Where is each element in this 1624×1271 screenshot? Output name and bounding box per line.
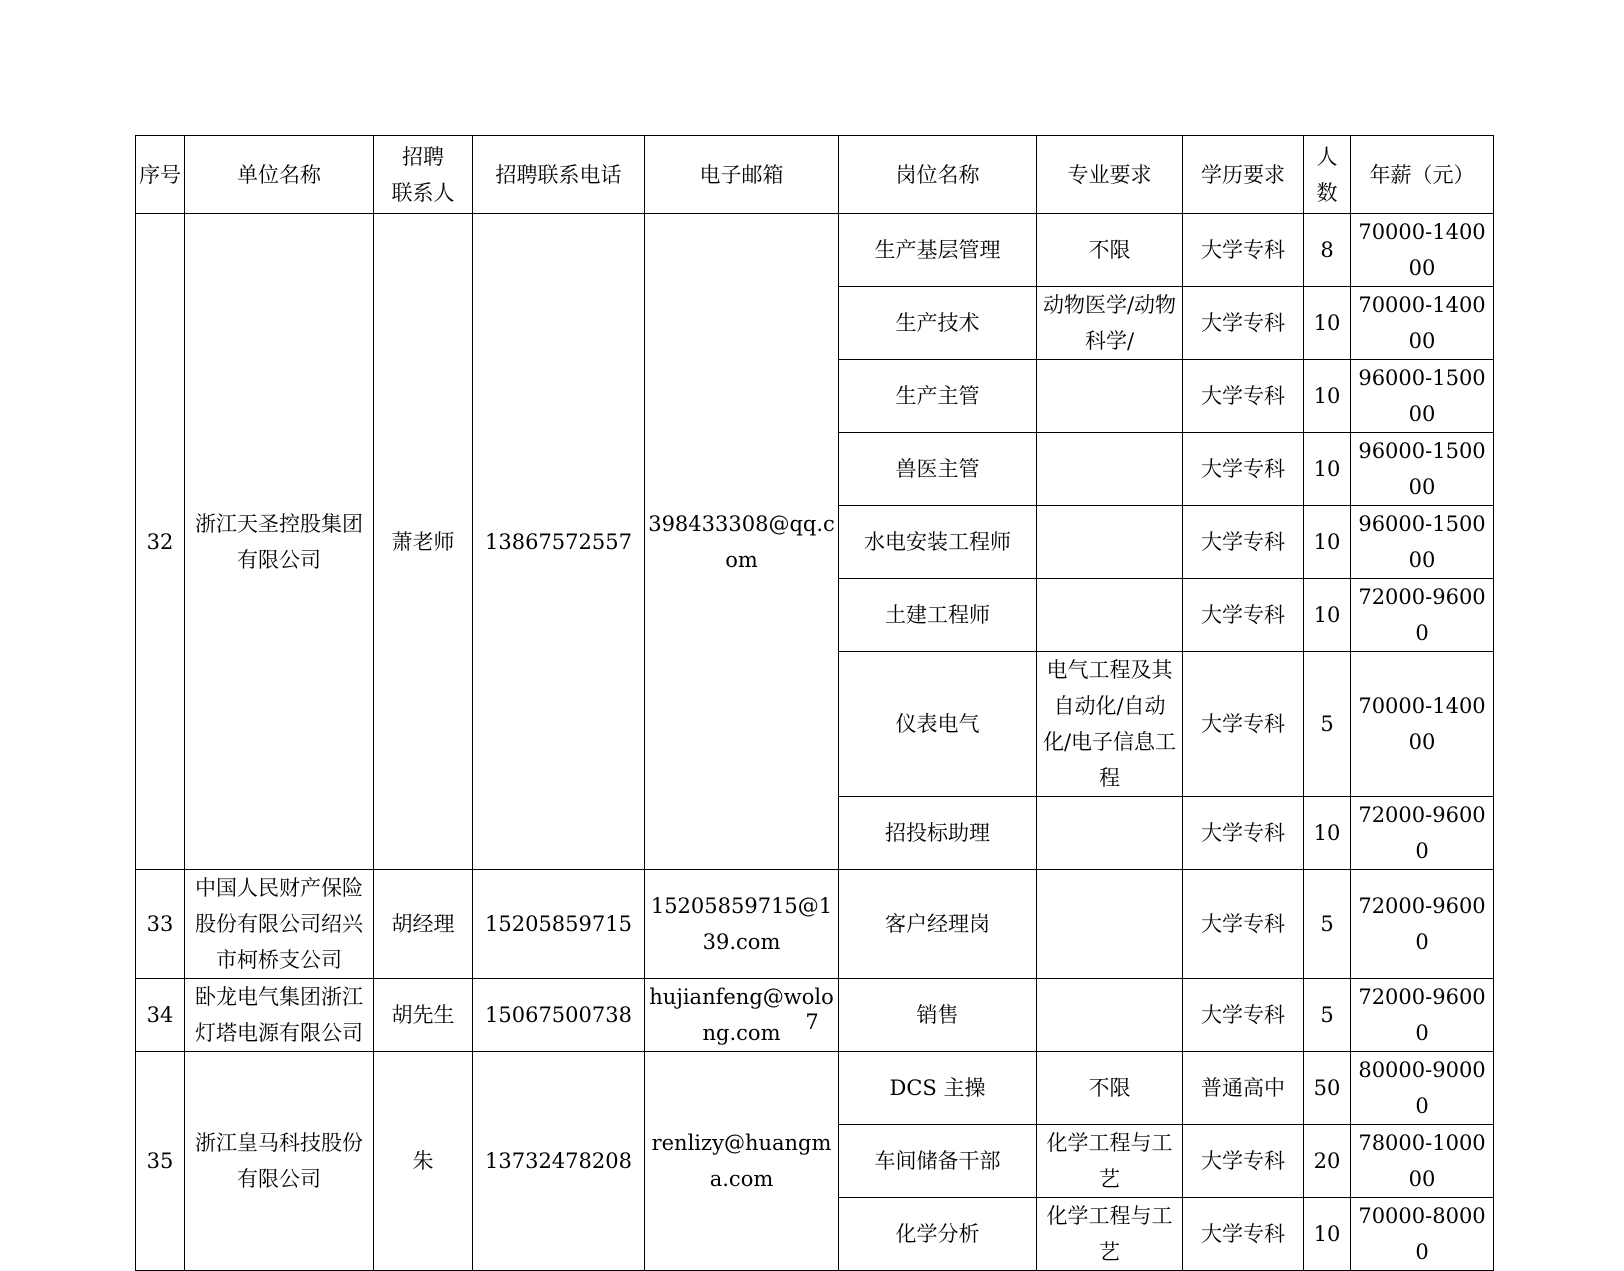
education-requirement-cell bbox=[1183, 506, 1304, 579]
major-requirement-cell bbox=[1037, 797, 1183, 870]
contact-person-text: 萧老师 bbox=[391, 529, 455, 554]
annual-salary-cell bbox=[1351, 1198, 1494, 1271]
annual-salary-text: 70000-140000 bbox=[1358, 694, 1486, 754]
education-requirement-text: 大学专科 bbox=[1201, 384, 1285, 408]
recruitment-table bbox=[135, 135, 1494, 1271]
major-requirement-cell bbox=[1037, 287, 1183, 360]
education-requirement-text: 大学专科 bbox=[1201, 530, 1285, 554]
headcount-cell bbox=[1304, 870, 1351, 979]
position-title-cell bbox=[839, 433, 1037, 506]
major-requirement-text: 化学工程与工艺 bbox=[1046, 1131, 1173, 1191]
row-no-cell bbox=[136, 1052, 185, 1271]
education-requirement-text: 大学专科 bbox=[1201, 457, 1285, 481]
major-requirement-cell bbox=[1037, 1052, 1183, 1125]
row-no-text: 33 bbox=[146, 912, 174, 936]
table-row bbox=[136, 1052, 1494, 1125]
phone-text: 13732478208 bbox=[485, 1149, 632, 1173]
headcount-text: 10 bbox=[1313, 821, 1341, 845]
position-title-cell bbox=[839, 1198, 1037, 1271]
annual-salary-text: 70000-140000 bbox=[1358, 220, 1486, 280]
company-name-text: 中国人民财产保险股份有限公司绍兴市柯桥支公司 bbox=[195, 876, 363, 972]
position-title-text: 招投标助理 bbox=[885, 821, 990, 845]
row-no-text: 32 bbox=[146, 529, 174, 554]
page-number: 7 bbox=[805, 1010, 819, 1034]
table-body bbox=[136, 214, 1494, 1271]
header-cell-major: 专业要求 bbox=[1037, 136, 1183, 214]
contact-person-text: 胡经理 bbox=[391, 912, 455, 936]
headcount-cell bbox=[1304, 1052, 1351, 1125]
headcount-text: 5 bbox=[1320, 712, 1334, 736]
headcount-cell bbox=[1304, 433, 1351, 506]
education-requirement-cell bbox=[1183, 287, 1304, 360]
headcount-text: 10 bbox=[1313, 603, 1341, 627]
email-cell bbox=[645, 870, 839, 979]
major-requirement-cell bbox=[1037, 506, 1183, 579]
position-title-cell bbox=[839, 797, 1037, 870]
header-row bbox=[136, 136, 1494, 214]
email-text: 398433308@qq.com bbox=[648, 511, 835, 572]
contact-person-cell bbox=[374, 214, 473, 870]
headcount-cell bbox=[1304, 652, 1351, 797]
header-cell-salary: 年薪（元） bbox=[1351, 136, 1494, 214]
company-name-text: 浙江皇马科技股份有限公司 bbox=[195, 1131, 363, 1191]
phone-text: 15205859715 bbox=[485, 912, 632, 936]
position-title-cell bbox=[839, 506, 1037, 579]
education-requirement-cell bbox=[1183, 797, 1304, 870]
headcount-cell bbox=[1304, 1198, 1351, 1271]
education-requirement-cell bbox=[1183, 1052, 1304, 1125]
position-title-text: 仪表电气 bbox=[895, 712, 980, 736]
annual-salary-text: 78000-100000 bbox=[1358, 1131, 1486, 1191]
annual-salary-text: 70000-80000 bbox=[1358, 1204, 1486, 1264]
position-title-text: 生产技术 bbox=[895, 311, 980, 335]
headcount-text: 50 bbox=[1313, 1076, 1341, 1100]
major-requirement-cell bbox=[1037, 579, 1183, 652]
position-title-text: 销售 bbox=[916, 1003, 959, 1027]
table-row bbox=[136, 870, 1494, 979]
headcount-text: 10 bbox=[1313, 457, 1341, 481]
phone-text: 15067500738 bbox=[485, 1003, 632, 1027]
annual-salary-text: 80000-90000 bbox=[1358, 1058, 1486, 1118]
annual-salary-cell bbox=[1351, 652, 1494, 797]
annual-salary-cell bbox=[1351, 1125, 1494, 1198]
row-no-cell bbox=[136, 214, 185, 870]
email-text: 15205859715@139.com bbox=[650, 894, 833, 954]
company-name-cell bbox=[185, 214, 374, 870]
major-requirement-cell bbox=[1037, 433, 1183, 506]
annual-salary-cell bbox=[1351, 287, 1494, 360]
position-title-cell bbox=[839, 360, 1037, 433]
education-requirement-cell bbox=[1183, 652, 1304, 797]
company-name-cell bbox=[185, 1052, 374, 1271]
position-title-text: 生产主管 bbox=[895, 384, 980, 408]
position-title-cell bbox=[839, 652, 1037, 797]
annual-salary-text: 72000-96000 bbox=[1358, 894, 1486, 954]
phone-cell bbox=[473, 214, 645, 870]
annual-salary-cell bbox=[1351, 579, 1494, 652]
annual-salary-cell bbox=[1351, 506, 1494, 579]
annual-salary-cell bbox=[1351, 1052, 1494, 1125]
position-title-text: 土建工程师 bbox=[885, 603, 990, 627]
headcount-cell bbox=[1304, 797, 1351, 870]
headcount-text: 10 bbox=[1313, 384, 1341, 408]
major-requirement-text: 电气工程及其自动化/自动化/电子信息工程 bbox=[1042, 658, 1177, 790]
position-title-text: 生产基层管理 bbox=[874, 238, 1001, 262]
major-requirement-cell bbox=[1037, 360, 1183, 433]
education-requirement-cell bbox=[1183, 360, 1304, 433]
education-requirement-text: 大学专科 bbox=[1201, 238, 1285, 262]
annual-salary-text: 96000-150000 bbox=[1358, 366, 1486, 426]
annual-salary-text: 96000-150000 bbox=[1358, 439, 1486, 499]
education-requirement-text: 大学专科 bbox=[1201, 603, 1285, 627]
contact-person-cell bbox=[374, 870, 473, 979]
education-requirement-text: 普通高中 bbox=[1201, 1076, 1285, 1100]
annual-salary-text: 72000-96000 bbox=[1358, 585, 1486, 645]
headcount-cell bbox=[1304, 287, 1351, 360]
contact-person-text: 朱 bbox=[412, 1149, 434, 1173]
row-no-text: 34 bbox=[146, 1003, 174, 1027]
major-requirement-cell bbox=[1037, 1198, 1183, 1271]
position-title-text: 化学分析 bbox=[895, 1222, 980, 1246]
header-cell-no: 序号 bbox=[136, 136, 185, 214]
header-cell-phone: 招聘联系电话 bbox=[473, 136, 645, 214]
annual-salary-cell bbox=[1351, 797, 1494, 870]
phone-cell bbox=[473, 870, 645, 979]
education-requirement-text: 大学专科 bbox=[1201, 1149, 1285, 1173]
position-title-cell bbox=[839, 214, 1037, 287]
headcount-text: 5 bbox=[1320, 912, 1334, 936]
phone-cell bbox=[473, 1052, 645, 1271]
annual-salary-text: 72000-96000 bbox=[1358, 803, 1486, 863]
phone-text: 13867572557 bbox=[485, 529, 632, 554]
company-name-text: 卧龙电气集团浙江灯塔电源有限公司 bbox=[195, 985, 363, 1045]
contact-person-text: 胡先生 bbox=[391, 1003, 455, 1027]
education-requirement-text: 大学专科 bbox=[1201, 912, 1285, 936]
major-requirement-text: 不限 bbox=[1088, 238, 1131, 262]
header-cell-contact: 招聘 联系人 bbox=[374, 136, 473, 214]
headcount-cell bbox=[1304, 214, 1351, 287]
education-requirement-text: 大学专科 bbox=[1201, 1222, 1285, 1246]
header-cell-count: 人数 bbox=[1304, 136, 1351, 214]
major-requirement-text: 不限 bbox=[1088, 1076, 1131, 1100]
position-title-cell bbox=[839, 579, 1037, 652]
education-requirement-text: 大学专科 bbox=[1201, 1003, 1285, 1027]
education-requirement-cell bbox=[1183, 1125, 1304, 1198]
major-requirement-text: 动物医学/动物科学/ bbox=[1042, 293, 1177, 353]
headcount-text: 10 bbox=[1313, 311, 1341, 335]
headcount-text: 8 bbox=[1320, 238, 1334, 262]
education-requirement-cell bbox=[1183, 433, 1304, 506]
headcount-cell bbox=[1304, 579, 1351, 652]
headcount-text: 10 bbox=[1313, 530, 1341, 554]
email-text: renlizy@huangma.com bbox=[651, 1131, 832, 1191]
annual-salary-text: 70000-140000 bbox=[1358, 293, 1486, 353]
company-name-cell bbox=[185, 870, 374, 979]
headcount-text: 5 bbox=[1320, 1003, 1334, 1027]
header-cell-education: 学历要求 bbox=[1183, 136, 1304, 214]
position-title-text: 兽医主管 bbox=[895, 457, 980, 481]
education-requirement-cell bbox=[1183, 214, 1304, 287]
header-cell-company: 单位名称 bbox=[185, 136, 374, 214]
position-title-cell bbox=[839, 1125, 1037, 1198]
education-requirement-text: 大学专科 bbox=[1201, 821, 1285, 845]
company-name-text: 浙江天圣控股集团有限公司 bbox=[195, 511, 363, 572]
annual-salary-cell bbox=[1351, 214, 1494, 287]
annual-salary-cell bbox=[1351, 870, 1494, 979]
major-requirement-cell bbox=[1037, 1125, 1183, 1198]
annual-salary-cell bbox=[1351, 433, 1494, 506]
headcount-text: 20 bbox=[1313, 1149, 1341, 1173]
headcount-cell bbox=[1304, 1125, 1351, 1198]
major-requirement-cell bbox=[1037, 214, 1183, 287]
education-requirement-text: 大学专科 bbox=[1201, 712, 1285, 736]
major-requirement-cell bbox=[1037, 652, 1183, 797]
education-requirement-cell bbox=[1183, 579, 1304, 652]
headcount-text: 10 bbox=[1313, 1222, 1341, 1246]
position-title-text: 水电安装工程师 bbox=[864, 530, 1011, 554]
education-requirement-cell bbox=[1183, 1198, 1304, 1271]
position-title-cell bbox=[839, 287, 1037, 360]
major-requirement-text: 化学工程与工艺 bbox=[1046, 1204, 1173, 1264]
position-title-cell bbox=[839, 870, 1037, 979]
table-row bbox=[136, 214, 1494, 287]
position-title-text: 车间储备干部 bbox=[874, 1149, 1001, 1173]
position-title-text: DCS 主操 bbox=[889, 1076, 986, 1100]
email-cell bbox=[645, 1052, 839, 1271]
education-requirement-cell bbox=[1183, 870, 1304, 979]
position-title-cell bbox=[839, 1052, 1037, 1125]
header-cell-position: 岗位名称 bbox=[839, 136, 1037, 214]
row-no-text: 35 bbox=[146, 1149, 174, 1173]
headcount-cell bbox=[1304, 506, 1351, 579]
annual-salary-text: 72000-96000 bbox=[1358, 985, 1486, 1045]
row-no-cell bbox=[136, 870, 185, 979]
annual-salary-cell bbox=[1351, 360, 1494, 433]
email-cell bbox=[645, 214, 839, 870]
major-requirement-cell bbox=[1037, 870, 1183, 979]
annual-salary-text: 96000-150000 bbox=[1358, 512, 1486, 572]
position-title-text: 客户经理岗 bbox=[885, 912, 990, 936]
email-text: hujianfeng@wolong.com bbox=[649, 985, 834, 1045]
header-cell-email: 电子邮箱 bbox=[645, 136, 839, 214]
headcount-cell bbox=[1304, 360, 1351, 433]
contact-person-cell bbox=[374, 1052, 473, 1271]
education-requirement-text: 大学专科 bbox=[1201, 311, 1285, 335]
